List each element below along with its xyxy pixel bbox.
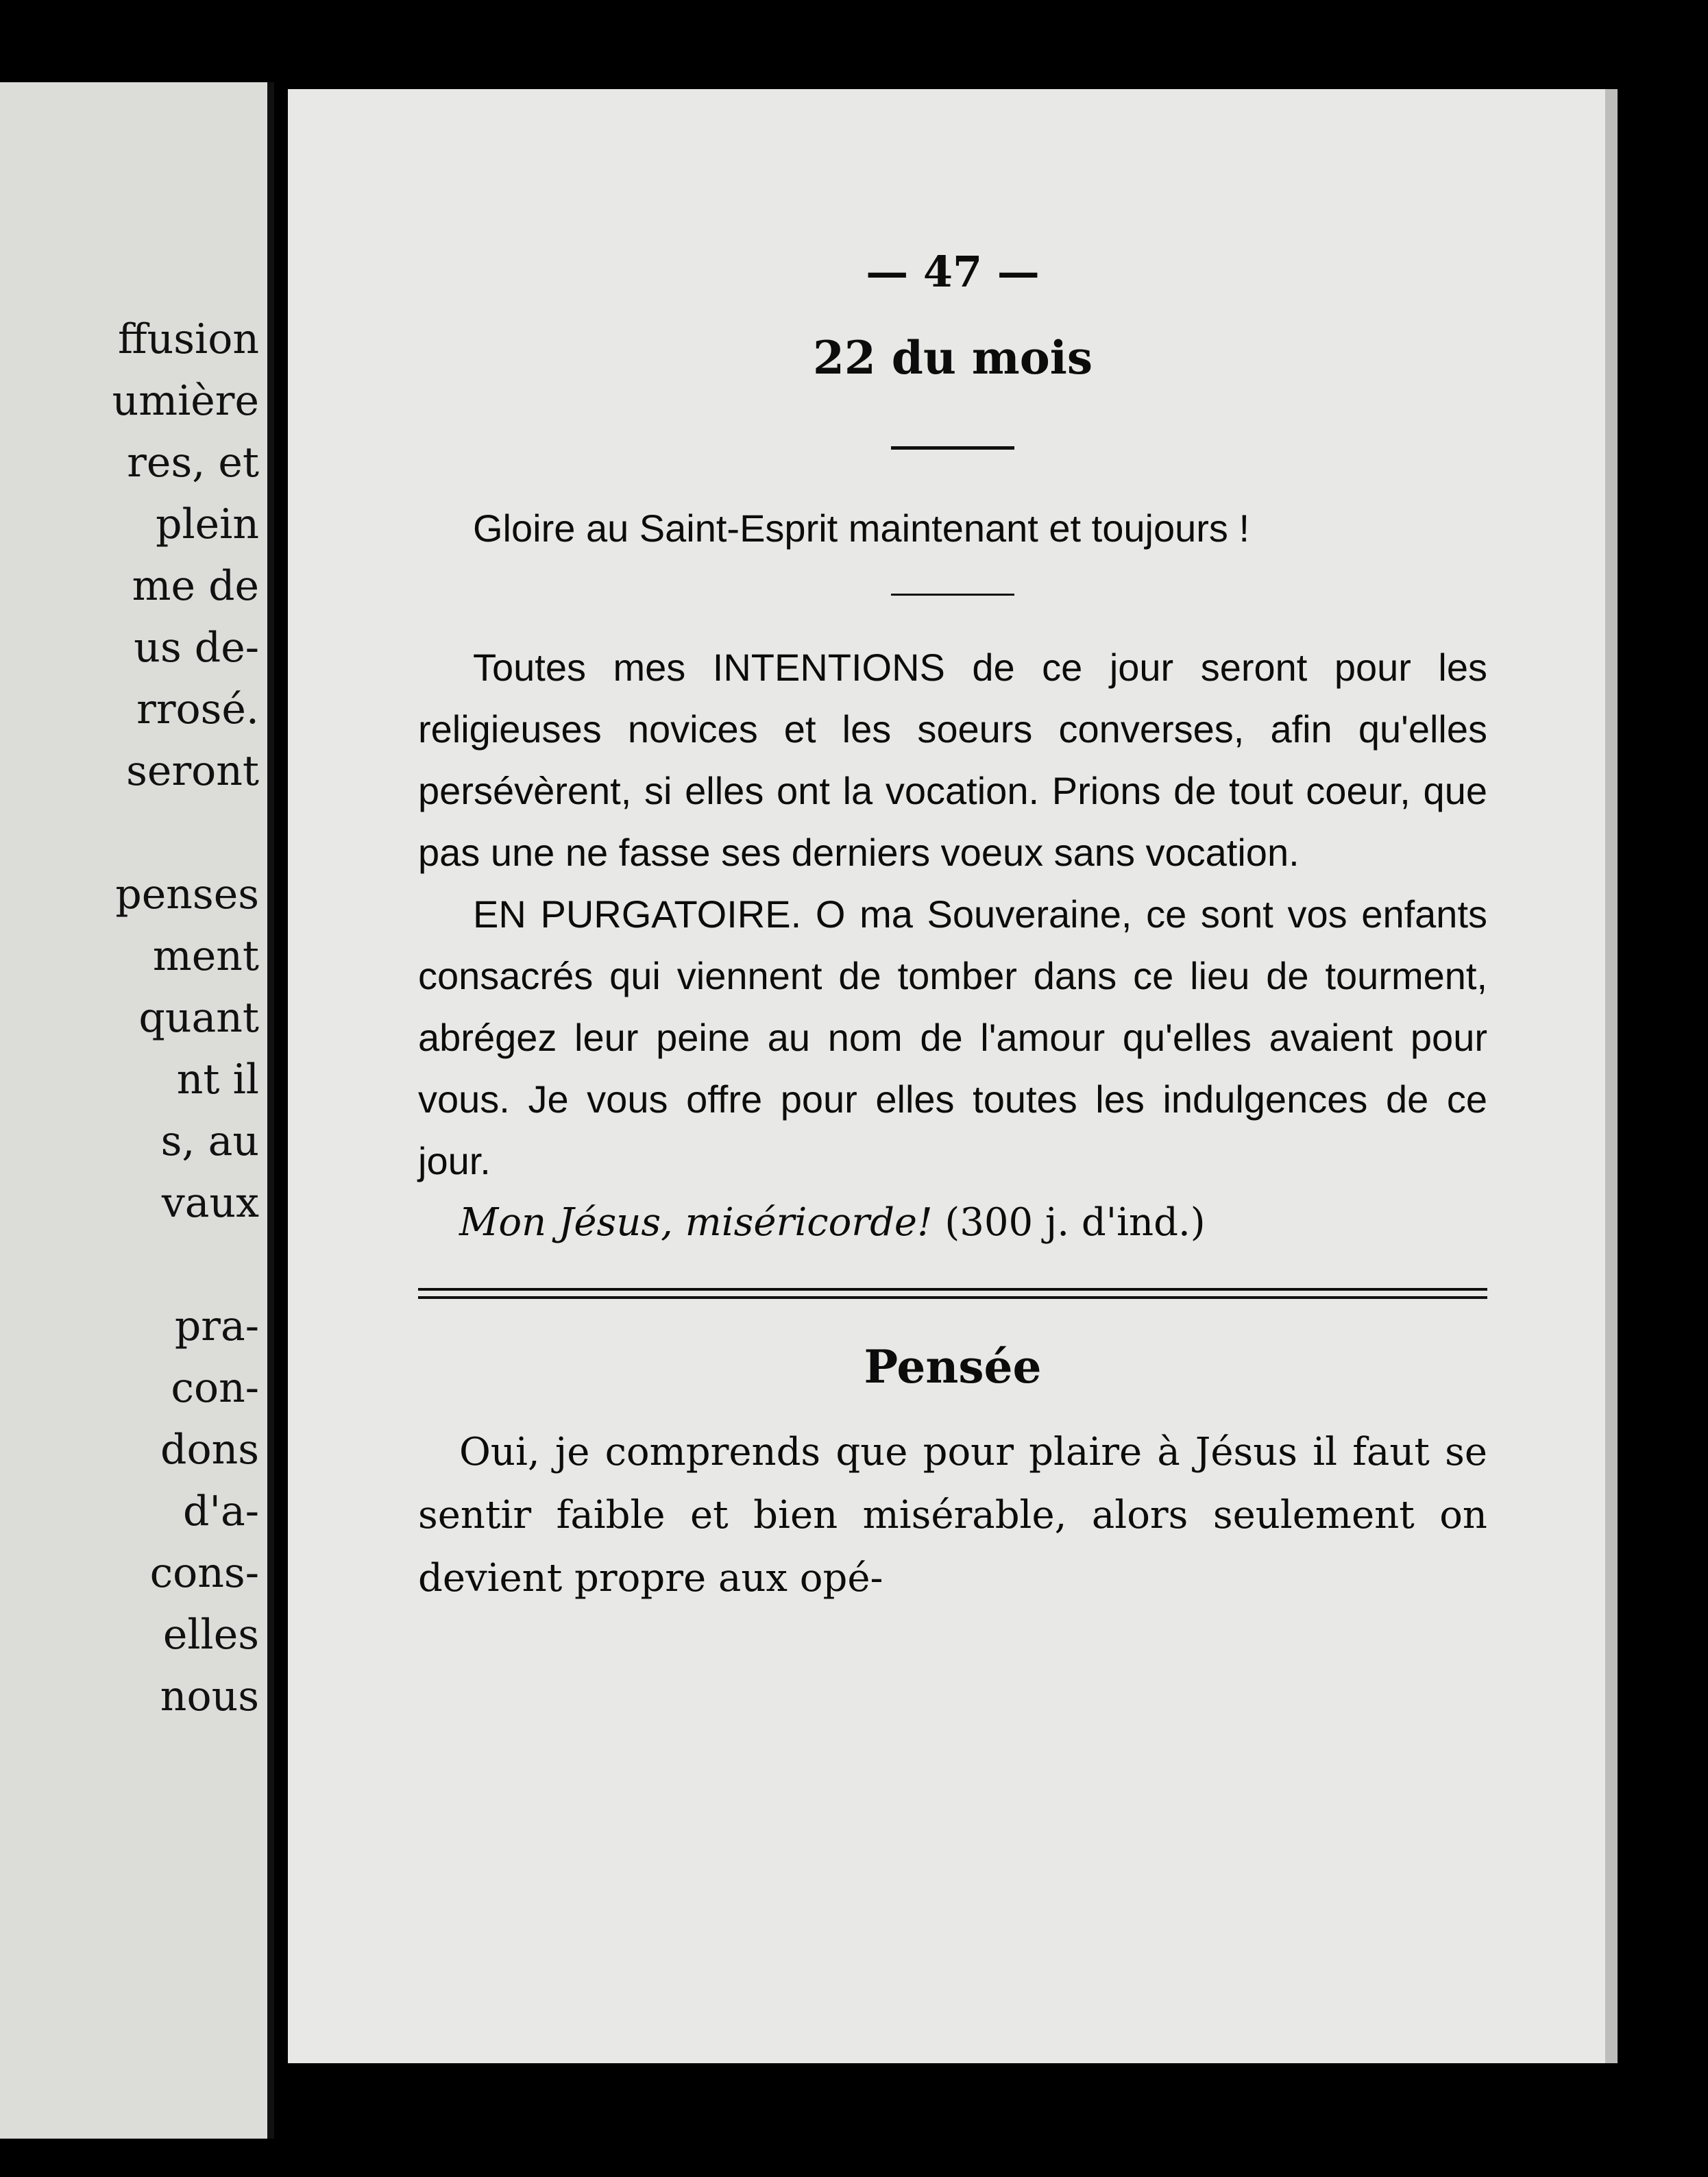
intentions-paragraph: Toutes mes INTENTIONS de ce jour seront pour les religieuses novices et les soeurs converses, afin qu'elles persévèrent, si elles ont la vocation. Prions de tout coeur, que pas une ne fasse ses derniers voeux sans vocation.: [418, 646, 1487, 874]
left-page-line: me de: [132, 562, 259, 610]
left-page-line: us de-: [134, 624, 259, 672]
left-page: [0, 82, 274, 2139]
page-number: — 47 —: [866, 247, 1040, 297]
right-page: [288, 89, 1618, 2063]
left-page-line: s, au: [160, 1117, 259, 1165]
left-page-line: res, et: [127, 439, 259, 487]
page-content: [418, 247, 1487, 1610]
left-page-line: cons-: [149, 1549, 259, 1597]
left-page-line: quant: [138, 994, 259, 1042]
prayer-line: [418, 1192, 1487, 1254]
purgatoire-paragraph: EN PURGATOIRE. O ma Souveraine, ce sont vos enfants consacrés qui viennent de tomber dans ce lieu de tourment, abrégez leur peine au nom de l'amour qu'elles avaient pour vous. Je vous offre pour elles toutes les indulgences de ce jour.: [418, 892, 1487, 1182]
left-page-line: ffusion: [117, 315, 259, 363]
section-double-rule: [418, 1288, 1487, 1299]
left-page-line: [12, 1234, 259, 1296]
invocation-divider: [891, 594, 1014, 596]
left-page-line: ment: [152, 932, 259, 980]
pensee-title: Pensée: [864, 1340, 1042, 1394]
left-page-line: elles: [162, 1611, 259, 1659]
left-page-line: nous: [160, 1673, 259, 1720]
invocation-text: Gloire au Saint-Esprit maintenant et toujours !: [473, 507, 1250, 550]
prayer-invocation: Mon Jésus, miséricorde!: [459, 1200, 933, 1245]
section-title: 22 du mois: [812, 331, 1093, 385]
left-page-line: pra-: [174, 1302, 259, 1350]
left-page-line: con-: [171, 1364, 259, 1412]
left-page-line: umière: [112, 377, 259, 425]
left-page-line: seront: [126, 747, 259, 795]
left-page-line: d'a-: [183, 1487, 259, 1535]
left-page-line: [12, 802, 259, 864]
left-page-line: nt il: [176, 1056, 259, 1104]
left-page-text: [12, 308, 259, 1727]
left-page-line: rrosé.: [136, 685, 259, 733]
left-page-line: plein: [156, 500, 259, 548]
left-page-line: penses: [115, 871, 259, 919]
pensee-text: Oui, je comprends que pour plaire à Jésus il faut se sentir faible et bien misérable, alors seulement on devient propre aux opé-: [418, 1430, 1487, 1601]
prayer-indulgence: (300 j. d'ind.): [944, 1200, 1206, 1245]
left-page-line: dons: [160, 1426, 259, 1474]
title-divider: [891, 446, 1014, 450]
left-page-line: vaux: [161, 1179, 259, 1227]
